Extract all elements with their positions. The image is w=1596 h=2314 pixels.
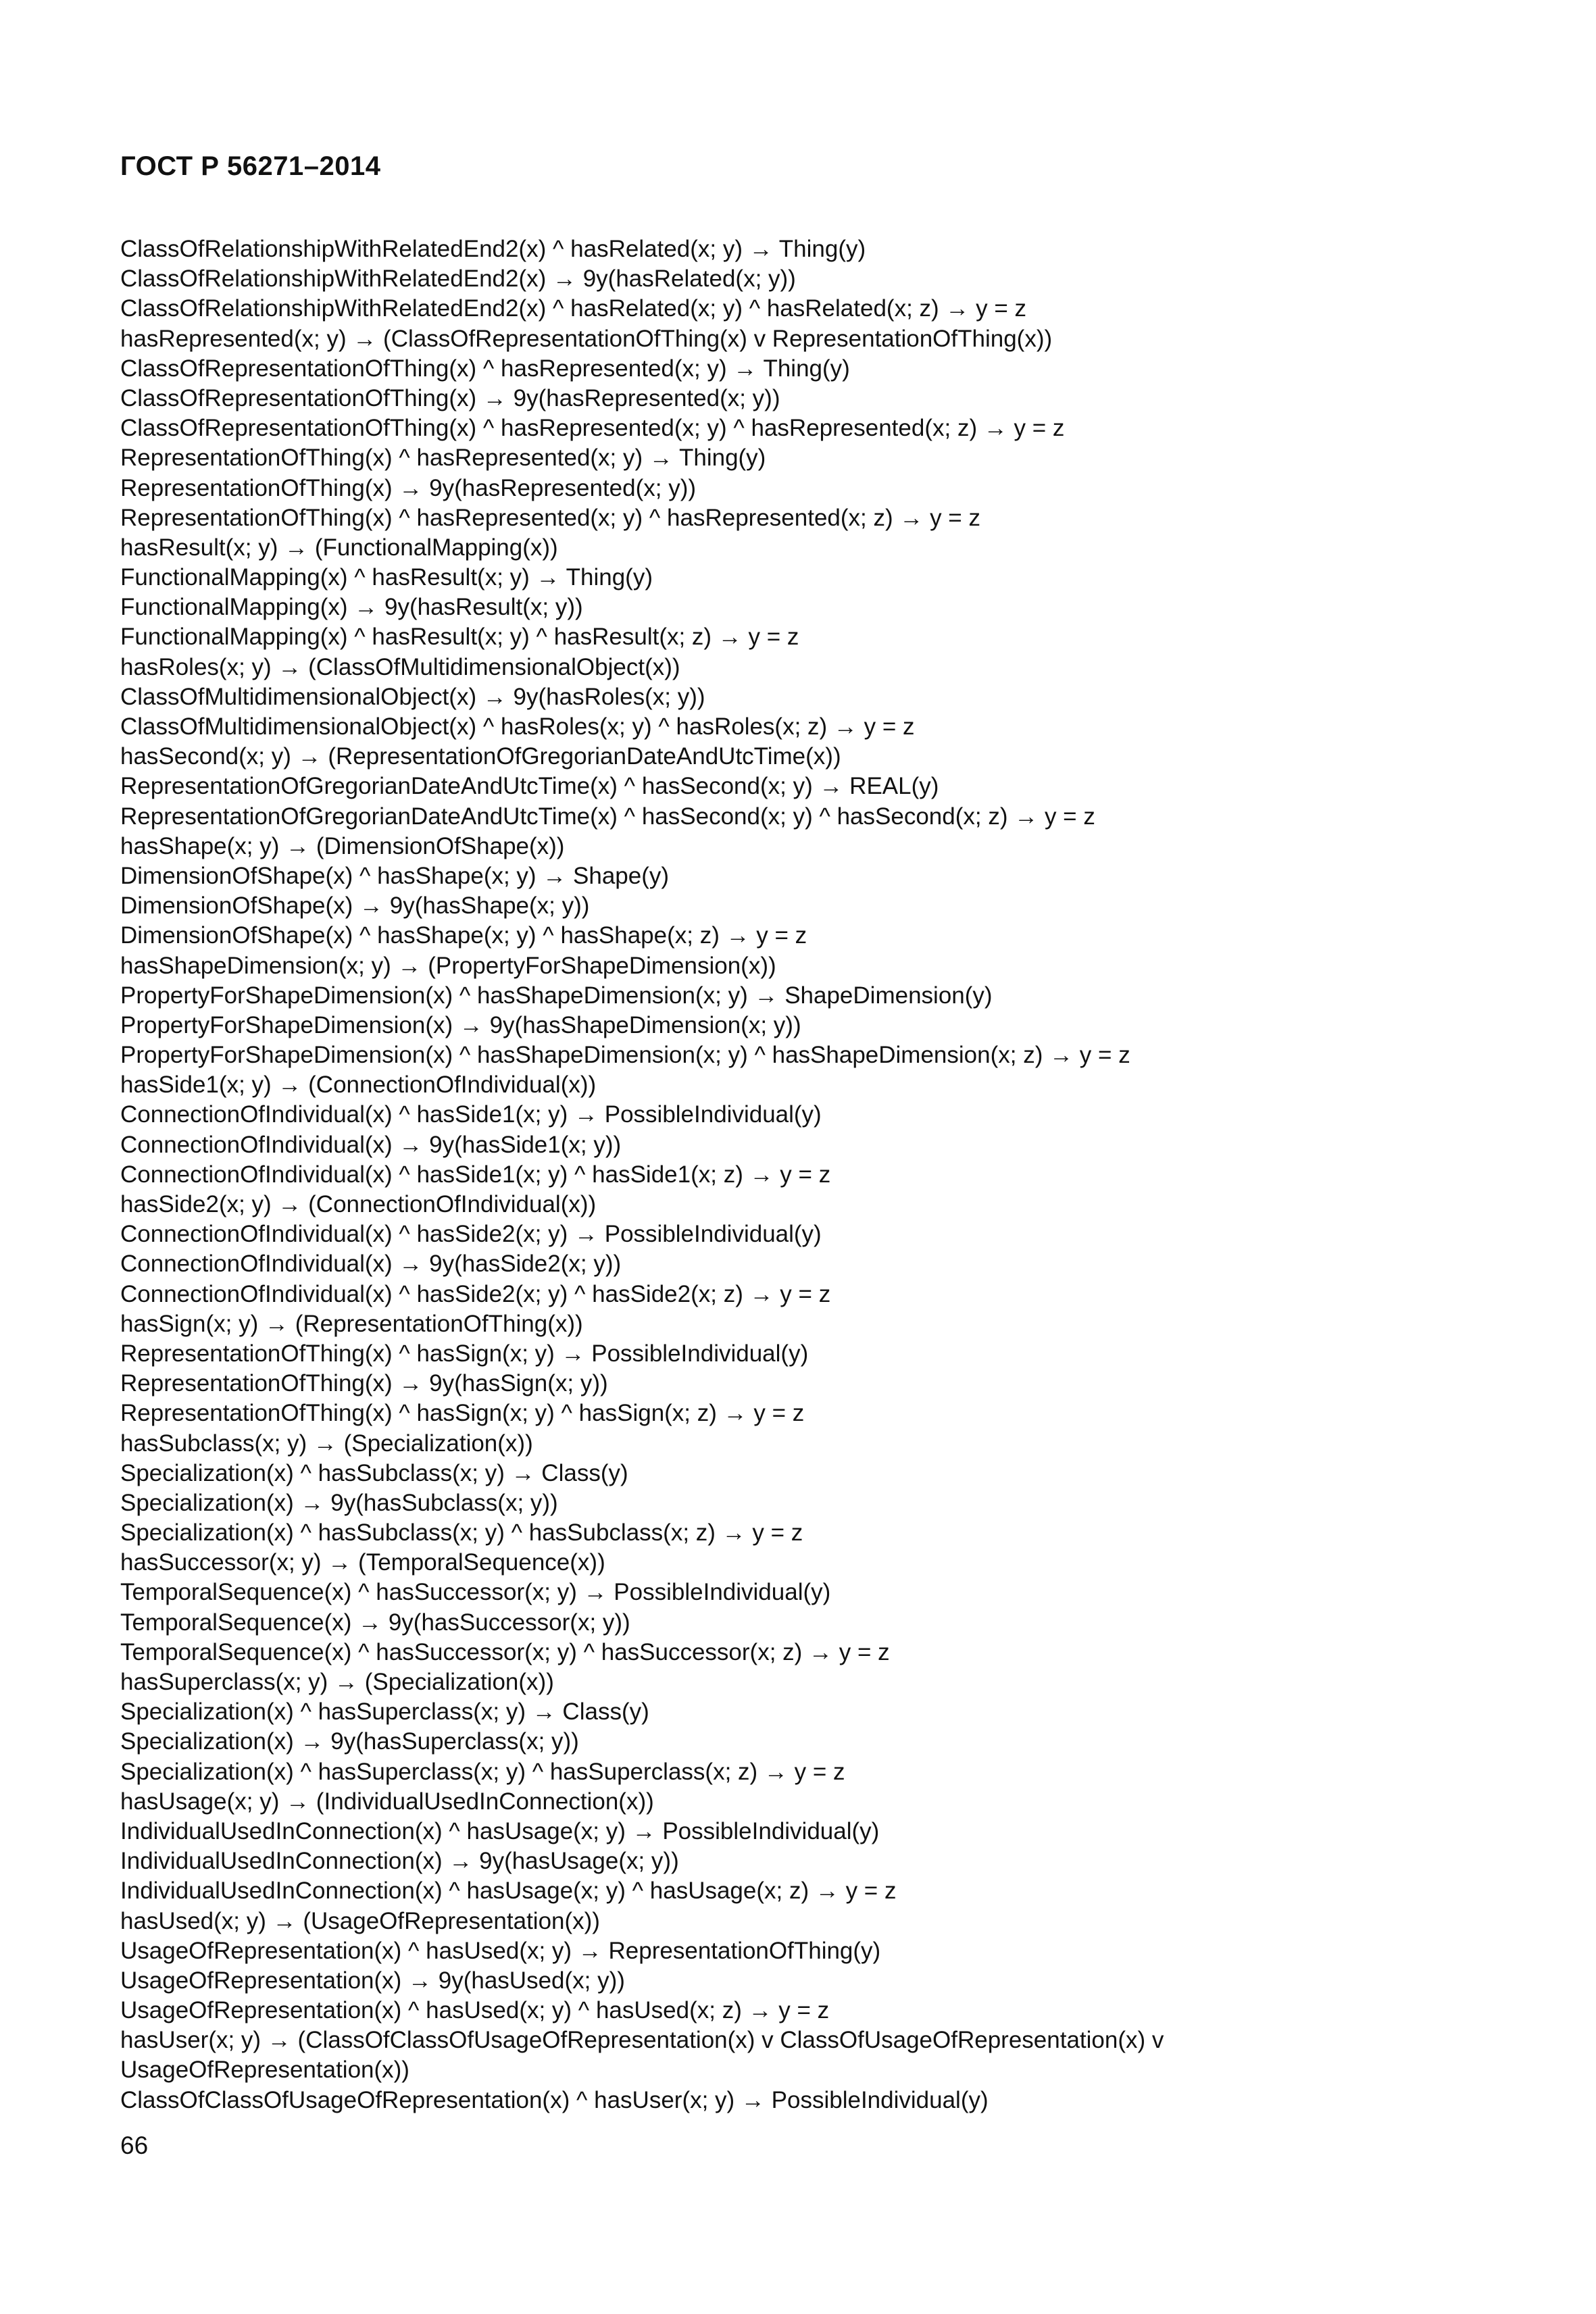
formula-line: TemporalSequence(x) ^ hasSuccessor(x; y) ^ hasSuccessor(x; z) → y = z [120, 1638, 890, 1665]
formula-line: hasUsed(x; y) → (UsageOfRepresentation(x)) [120, 1907, 600, 1934]
formula-line: ConnectionOfIndividual(x) ^ hasSide2(x; y) ^ hasSide2(x; z) → y = z [120, 1280, 831, 1307]
formula-line: ClassOfMultidimensionalObject(x) → 9y(hasRoles(x; y)) [120, 683, 705, 710]
formula-line: ClassOfClassOfUsageOfRepresentation(x) ^ hasUser(x; y) → PossibleIndividual(y) [120, 2086, 989, 2113]
formula-line: RepresentationOfThing(x) → 9y(hasSign(x; y)) [120, 1370, 608, 1397]
formula-line: ClassOfRepresentationOfThing(x) ^ hasRepresented(x; y) ^ hasRepresented(x; z) → y = z [120, 415, 1065, 442]
formula-line: RepresentationOfThing(x) → 9y(hasRepresented(x; y)) [120, 474, 697, 501]
formula-line: PropertyForShapeDimension(x) → 9y(hasShapeDimension(x; y)) [120, 1011, 801, 1038]
formula-line: DimensionOfShape(x) → 9y(hasShape(x; y)) [120, 892, 590, 920]
formula-line: IndividualUsedInConnection(x) → 9y(hasUsage(x; y)) [120, 1848, 679, 1875]
formula-line: UsageOfRepresentation(x) → 9y(hasUsed(x; y)) [120, 1967, 625, 1994]
formula-line: hasShape(x; y) → (DimensionOfShape(x)) [120, 832, 565, 859]
formula-line: RepresentationOfThing(x) ^ hasRepresented(x; y) ^ hasRepresented(x; z) → y = z [120, 504, 980, 531]
formula-line: ClassOfRepresentationOfThing(x) → 9y(hasRepresented(x; y)) [120, 384, 780, 411]
formula-line: DimensionOfShape(x) ^ hasShape(x; y) ^ hasShape(x; z) → y = z [120, 922, 807, 949]
formula-line: hasSide1(x; y) → (ConnectionOfIndividual(x)) [120, 1072, 597, 1099]
formula-line: Specialization(x) → 9y(hasSubclass(x; y)) [120, 1489, 558, 1516]
formula-line: ClassOfMultidimensionalObject(x) ^ hasRoles(x; y) ^ hasRoles(x; z) → y = z [120, 713, 915, 740]
formula-line: PropertyForShapeDimension(x) ^ hasShapeDimension(x; y) → ShapeDimension(y) [120, 982, 993, 1009]
formula-line: UsageOfRepresentation(x)) [120, 2057, 409, 2084]
page-number: 66 [120, 2132, 149, 2159]
formula-line: ConnectionOfIndividual(x) ^ hasSide2(x; y) → PossibleIndividual(y) [120, 1221, 822, 1248]
formula-line: hasResult(x; y) → (FunctionalMapping(x)) [120, 534, 558, 561]
formula-line: hasSecond(x; y) → (RepresentationOfGregorianDateAndUtcTime(x)) [120, 743, 841, 770]
formula-line: hasRepresented(x; y) → (ClassOfRepresentationOfThing(x) v RepresentationOfThing(x)) [120, 325, 1053, 352]
formula-line: hasUsage(x; y) → (IndividualUsedInConnection(x)) [120, 1788, 654, 1815]
formula-line: hasSide2(x; y) → (ConnectionOfIndividual(x)) [120, 1191, 597, 1217]
formula-line: Specialization(x) ^ hasSubclass(x; y) ^ hasSubclass(x; z) → y = z [120, 1519, 803, 1546]
formula-line: UsageOfRepresentation(x) ^ hasUsed(x; y) → RepresentationOfThing(y) [120, 1937, 881, 1964]
formula-line: ConnectionOfIndividual(x) → 9y(hasSide2(x; y)) [120, 1251, 622, 1278]
formula-line: hasUser(x; y) → (ClassOfClassOfUsageOfRepresentation(x) v ClassOfUsageOfRepresentation(x) v [120, 2027, 1164, 2054]
formula-line: hasRoles(x; y) → (ClassOfMultidimensionalObject(x)) [120, 653, 680, 680]
formula-line: ClassOfRepresentationOfThing(x) ^ hasRepresented(x; y) → Thing(y) [120, 355, 850, 382]
formula-line: hasSuccessor(x; y) → (TemporalSequence(x)) [120, 1549, 605, 1576]
formula-line: RepresentationOfThing(x) ^ hasSign(x; y) → PossibleIndividual(y) [120, 1340, 809, 1367]
formula-line: RepresentationOfGregorianDateAndUtcTime(x) ^ hasSecond(x; y) ^ hasSecond(x; z) → y = z [120, 803, 1095, 830]
formula-line: Specialization(x) ^ hasSuperclass(x; y) → Class(y) [120, 1699, 649, 1726]
formula-line: Specialization(x) → 9y(hasSuperclass(x; y)) [120, 1728, 579, 1755]
formula-line: IndividualUsedInConnection(x) ^ hasUsage(x; y) → PossibleIndividual(y) [120, 1817, 880, 1844]
formula-line: ClassOfRelationshipWithRelatedEnd2(x) ^ hasRelated(x; y) ^ hasRelated(x; z) → y = z [120, 295, 1027, 322]
formula-line: RepresentationOfGregorianDateAndUtcTime(x) ^ hasSecond(x; y) → REAL(y) [120, 773, 939, 800]
formula-line: hasSuperclass(x; y) → (Specialization(x)) [120, 1669, 554, 1695]
formula-line: Specialization(x) ^ hasSubclass(x; y) → Class(y) [120, 1459, 628, 1486]
formula-line: FunctionalMapping(x) ^ hasResult(x; y) → Thing(y) [120, 564, 653, 591]
formula-line: hasSubclass(x; y) → (Specialization(x)) [120, 1430, 533, 1457]
formula-line: TemporalSequence(x) → 9y(hasSuccessor(x; y)) [120, 1609, 630, 1636]
formula-list [120, 234, 1458, 2115]
formula-line: RepresentationOfThing(x) ^ hasSign(x; y) ^ hasSign(x; z) → y = z [120, 1400, 805, 1427]
formula-line: IndividualUsedInConnection(x) ^ hasUsage(x; y) ^ hasUsage(x; z) → y = z [120, 1878, 897, 1905]
formula-line: ConnectionOfIndividual(x) ^ hasSide1(x; y) ^ hasSide1(x; z) → y = z [120, 1161, 831, 1188]
formula-line: FunctionalMapping(x) ^ hasResult(x; y) ^ hasResult(x; z) → y = z [120, 624, 799, 651]
document-header: ГОСТ Р 56271–2014 [120, 151, 381, 181]
formula-line: UsageOfRepresentation(x) ^ hasUsed(x; y) ^ hasUsed(x; z) → y = z [120, 1997, 830, 2024]
formula-line: DimensionOfShape(x) ^ hasShape(x; y) → Shape(y) [120, 862, 670, 889]
formula-line: RepresentationOfThing(x) ^ hasRepresented(x; y) → Thing(y) [120, 445, 766, 472]
formula-line: PropertyForShapeDimension(x) ^ hasShapeDimension(x; y) ^ hasShapeDimension(x; z) → y = z [120, 1042, 1130, 1069]
formula-line: TemporalSequence(x) ^ hasSuccessor(x; y) → PossibleIndividual(y) [120, 1579, 831, 1606]
formula-line: hasShapeDimension(x; y) → (PropertyForShapeDimension(x)) [120, 952, 776, 979]
formula-line: ConnectionOfIndividual(x) ^ hasSide1(x; y) → PossibleIndividual(y) [120, 1101, 822, 1128]
formula-line: ClassOfRelationshipWithRelatedEnd2(x) ^ hasRelated(x; y) → Thing(y) [120, 236, 866, 262]
formula-line: Specialization(x) ^ hasSuperclass(x; y) ^ hasSuperclass(x; z) → y = z [120, 1758, 845, 1785]
formula-line: ClassOfRelationshipWithRelatedEnd2(x) → 9y(hasRelated(x; y)) [120, 266, 796, 293]
formula-line: FunctionalMapping(x) → 9y(hasResult(x; y)) [120, 594, 583, 621]
formula-line: hasSign(x; y) → (RepresentationOfThing(x)) [120, 1310, 583, 1337]
formula-line: ConnectionOfIndividual(x) → 9y(hasSide1(x; y)) [120, 1131, 622, 1158]
